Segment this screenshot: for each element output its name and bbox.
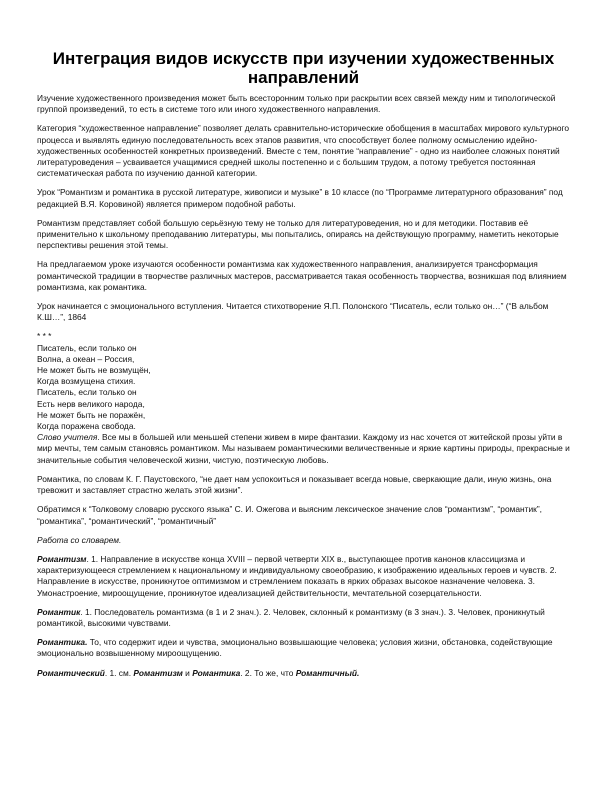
teacher-text: . Все мы в большей или меньшей степени живем в мире фантазии. Каждому из нас хочется от житейской прозы уйти в мир мечты, тем самым становясь романтиком. Мы называем романтическими величественные и яркие картины природы, прекрасные и значительные события человеческой жизни, чистую, поэтическую любовь. bbox=[37, 432, 570, 465]
poem-line: Волна, а океан – Россия, bbox=[37, 353, 135, 364]
paragraph-intro: Изучение художественного произведения может быть всесторонним только при раскрытии всех связей между ним и типологической группой произведений, то есть в системе того или иного художественного направления. bbox=[37, 93, 556, 115]
entry-text: То, что содержит идеи и чувства, эмоционально возвышающие человека; условия жизни, обстановка, содействующие эмоционально возвышенному мироощущению. bbox=[37, 637, 553, 659]
paragraph-paustovsky: Романтика, по словам К. Г. Паустовского, “не дает нам успокоиться и показывает всегда новые, сверкающие дали, иную жизнь, она тревожит и заставляет страстно желать этой жизни”. bbox=[37, 473, 552, 496]
entry-text: . 1. Последователь романтизма (в 1 и 2 знач.). 2. Человек, склонный к романтизму (в 3 знач.). 3. Человек, проникнутый романтикой, высокими чувствами. bbox=[37, 606, 545, 628]
teacher-label: Слово учителя bbox=[37, 432, 98, 443]
entry-term: Романтик bbox=[37, 606, 81, 617]
poem-line: Писатель, если только он bbox=[37, 342, 137, 353]
entry-term: Романтика. bbox=[37, 637, 88, 648]
poem-line: Не может быть не возмущён, bbox=[37, 365, 151, 376]
poem-line: Писатель, если только он bbox=[37, 387, 137, 398]
poem-line: Когда возмущена стихия. bbox=[37, 376, 136, 387]
paragraph-category: Категория “художественное направление” позволяет делать сравнительно-исторические обобщения в масштабах мирового культурного процесса и выявлять единую последовательность всех этапов развития, что способствует более полному осмыслению идейно-художественных особенностей конкретных произведений. Вместе с тем, понятие “направление” - одно из наиболее сложных понятий литературоведения – усваивается учащимися средней школы постепенно и с большим трудом, а потому требуется постоянная систематическая работа по изучению данной категории. bbox=[37, 123, 570, 179]
poem-line: Когда поражена свобода. bbox=[37, 421, 136, 432]
paragraph-romanticism: Романтизм представляет собой большую серьёзную тему не только для литературоведения, но и для методики. Поставив её применительно к школьному преподаванию литературы, мы попытались, опираясь на действующую программу, наметить некоторые перспективы решения этой темы. bbox=[37, 217, 559, 251]
poem-line: Не может быть не поражён, bbox=[37, 409, 146, 420]
entry-romantic-adj bbox=[37, 668, 570, 679]
paragraph-features: На предлагаемом уроке изучаются особенности романтизма как художественного направления, анализируется трансформация романтической традиции в творчестве различных мастеров, рассматривается такая особенность творчества, возникшая под влиянием романтизма, как романтика. bbox=[37, 259, 567, 292]
entry-text: . 1. Направление в искусстве конца XVIII – первой четверти XIX в., выступающее против канонов классицизма и характеризующееся стремлением к национальному и индивидуальному своеобразию, к изображению идеальных героев и чувств. 2. Направление в искусстве, проникнутое оптимизмом и стремлением показать в ярких образах высокое назначение человека. 3. Умонастроение, мироощущение, проникнутое идеализацией действительности, мечтательной созерцательности. bbox=[37, 553, 557, 598]
paragraph-dictionary-intro: Обратимся к “Толковому словарю русского языка” С. И. Ожегова и выясним лексическое значение слов “романтизм”, “романтик”, “романтика”, “романтический”, “романтичный” bbox=[37, 504, 542, 526]
entry-romanticism bbox=[37, 554, 570, 599]
poem-line: Есть нерв великого народа, bbox=[37, 398, 145, 409]
page-title: Интеграция видов искусств при изучении художественных направлений bbox=[52, 49, 555, 87]
entry-romance bbox=[37, 637, 570, 659]
paragraph-lesson: Урок “Романтизм и романтика в русской литературе, живописи и музыке” в 10 классе (по “Программе литературного образования” под редакцией В.Я. Коровиной) является примером подобной работы. bbox=[37, 187, 563, 209]
entry-ref: Романтизм bbox=[133, 667, 183, 678]
paragraph-teacher bbox=[37, 432, 570, 466]
entry-text: и bbox=[182, 667, 193, 678]
entry-ref: Романтика bbox=[192, 667, 241, 678]
entry-text: . 2. То же, что bbox=[240, 667, 296, 678]
paragraph-lesson-start: Урок начинается с эмоционального вступления. Читается стихотворение Я.П. Полонского “Писатель, если только он…” (“В альбом К.Ш…”, 1864 bbox=[37, 301, 549, 323]
entry-term: Романтизм bbox=[37, 553, 87, 564]
paragraph-dictionary-work: Работа со словарем. bbox=[37, 534, 122, 545]
poem-stars: * * * bbox=[37, 331, 52, 342]
entry-term: Романтический bbox=[37, 667, 105, 678]
entry-ref: Романтичный. bbox=[295, 667, 360, 678]
entry-romantic bbox=[37, 607, 570, 629]
poem bbox=[37, 331, 570, 432]
entry-text: . 1. см. bbox=[104, 667, 134, 678]
